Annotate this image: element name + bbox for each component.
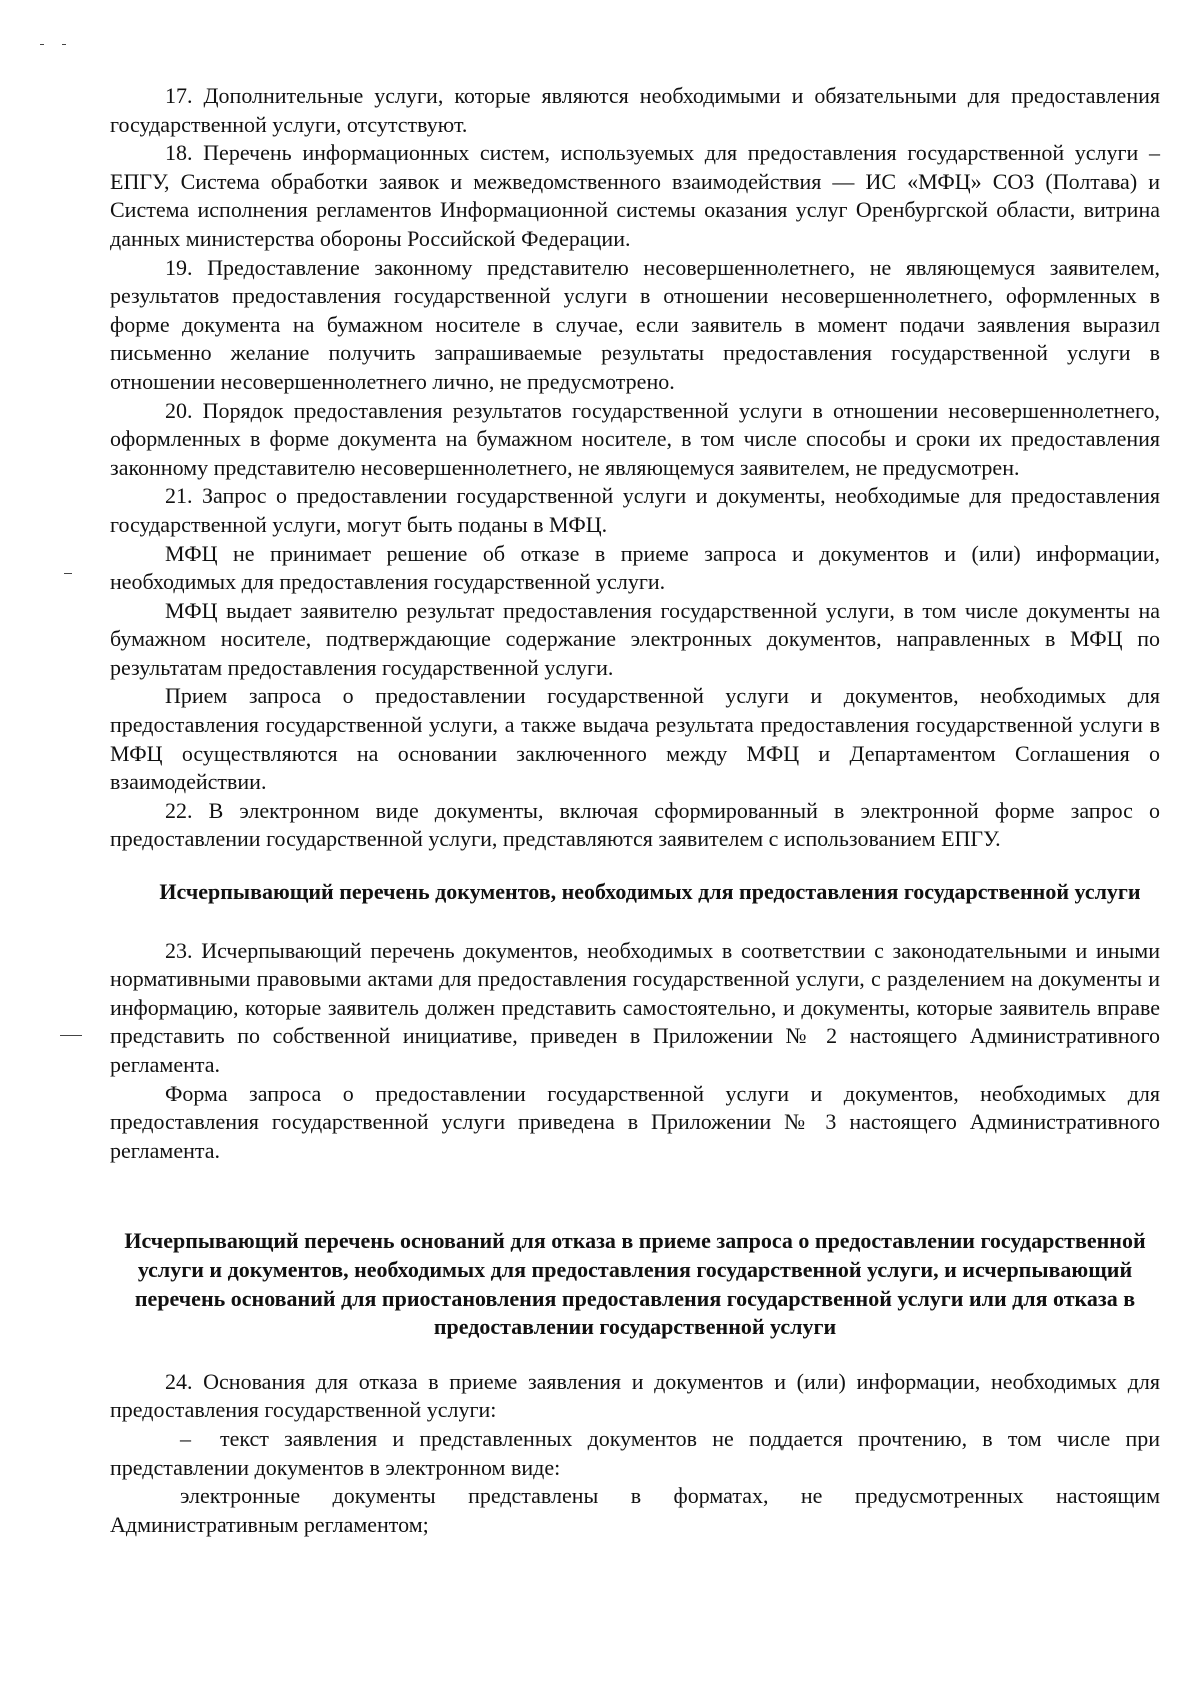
paragraph-17: 17. Дополнительные услуги, которые являются необходимыми и обязательными для предоставления государственной услуги, отсутствуют.	[110, 83, 1160, 137]
paragraph-22: 22. В электронном виде документы, включая сформированный в электронной форме запрос о предоставлении государственной услуги, представляются заявителем с использованием ЕПГУ.	[110, 797, 1160, 852]
list-item	[110, 1425, 1160, 1482]
paragraph-21-mfc-result: МФЦ выдает заявителю результат предоставления государственной услуги, в том числе документы на бумажном носителе, подтверждающие содержание электронных документов, направленных в МФЦ по результатам предоставления государственной услуги.	[110, 597, 1160, 680]
paragraph-24: 24. Основания для отказа в приеме заявления и документов и (или) информации, необходимых для предоставления государственной услуги:	[110, 1368, 1160, 1423]
list-item-text: текст заявления и представленных документов не поддается прочтению, в том числе при представлении документов в электронном виде:	[110, 1425, 1160, 1480]
list-item: электронные документы представлены в форматах, не предусмотренных настоящим Административным регламентом;	[110, 1483, 1160, 1537]
scan-mark	[64, 573, 72, 574]
paragraph-18: 18. Перечень информационных систем, используемых для предоставления государственной услуги – ЕПГУ, Система обработки заявок и межведомственного взаимодействия — ИС «МФЦ» СОЗ (Полтава) и Система исполнения регламентов Информационной системы оказания услуг Оренбургской области, витрина данных министерства обороны Российской Федерации.	[110, 140, 1160, 251]
paragraph-19: 19. Предоставление законному представителю несовершеннолетнего, не являющемуся заявителем, результатов предоставления государственной услуги в отношении несовершеннолетнего, оформленных в форме документа на бумажном носителе в случае, если заявитель в момент подачи заявления выразил письменно желание получить запрашиваемые результаты предоставления государственной услуги в отношении несовершеннолетнего лично, не предусмотрено.	[110, 254, 1160, 394]
section-heading-refusal-grounds: Исчерпывающий перечень оснований для отказа в приеме запроса о предоставлении государственной услуги и документов, необходимых для предоставления государственной услуги, и исчерпывающий перечень оснований для приостановления предоставления государственной услуги или для отказа в предоставлении государственной услуги	[124, 1228, 1146, 1340]
paragraph-21-reception: Прием запроса о предоставлении государственной услуги и документов, необходимых для предоставления государственной услуги, а также выдача результата предоставления государственной услуги в МФЦ осуществляются на основании заключенного между МФЦ и Департаментом Соглашения о взаимодействии.	[110, 683, 1160, 795]
scan-mark	[60, 1035, 82, 1036]
section-heading-documents: Исчерпывающий перечень документов, необходимых для предоставления государственной услуги	[159, 879, 1141, 905]
list-dash: –	[180, 1425, 191, 1451]
document-page	[110, 82, 1160, 1539]
scan-mark	[40, 44, 44, 45]
scan-mark	[62, 44, 66, 45]
paragraph-21: 21. Запрос о предоставлении государственной услуги и документы, необходимые для предоставления государственной услуги, могут быть поданы в МФЦ.	[110, 483, 1160, 537]
paragraph-21-mfc-refusal: МФЦ не принимает решение об отказе в приеме запроса и документов и (или) информации, необходимых для предоставления государственной услуги.	[110, 540, 1160, 595]
paragraph-23: 23. Исчерпывающий перечень документов, необходимых в соответствии с законодательными и иными нормативными правовыми актами для предоставления государственной услуги, с разделением на документы и информацию, которые заявитель должен представить самостоятельно, и документы, которые заявитель вправе представить по собственной инициативе, приведен в Приложении № 2 настоящего Административного регламента.	[110, 937, 1160, 1077]
paragraph-20: 20. Порядок предоставления результатов государственной услуги в отношении несовершеннолетнего, оформленных в форме документа на бумажном носителе, в том числе способы и сроки их предоставления законному представителю несовершеннолетнего, не являющемуся заявителем, не предусмотрен.	[110, 397, 1160, 480]
paragraph-23-form: Форма запроса о предоставлении государственной услуги и документов, необходимых для предоставления государственной услуги приведена в Приложении № 3 настоящего Административного регламента.	[110, 1080, 1160, 1163]
